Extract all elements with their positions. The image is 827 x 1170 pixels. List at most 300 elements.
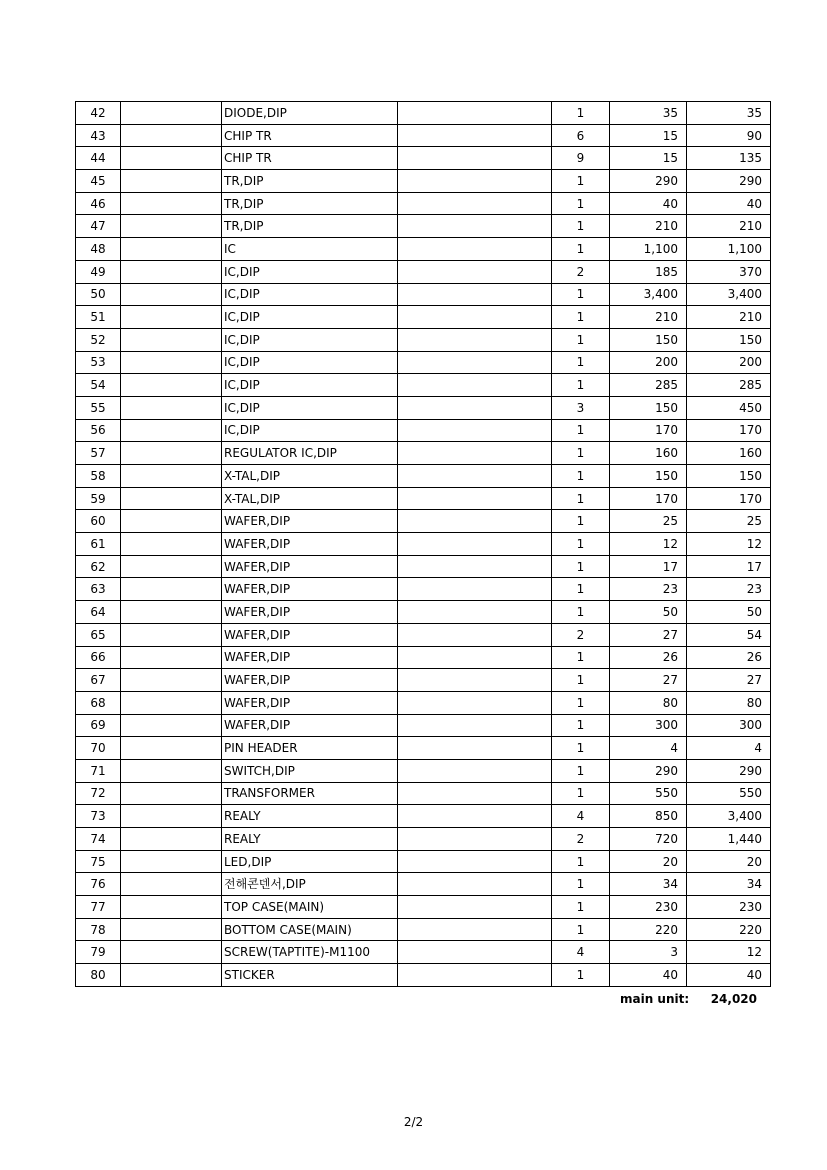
part-spec-cell [398,102,552,125]
table-row [76,215,771,238]
item-number-cell: 45 [76,170,121,193]
item-number-cell: 43 [76,124,121,147]
unit-price-cell: 80 [610,691,687,714]
quantity-cell: 1 [552,215,610,238]
quantity-cell: 2 [552,623,610,646]
part-name-cell: DIODE,DIP [222,102,398,125]
amount-cell: 290 [687,170,771,193]
part-code-cell [121,465,222,488]
item-number-cell: 73 [76,805,121,828]
amount-cell: 210 [687,306,771,329]
quantity-cell: 1 [552,419,610,442]
part-spec-cell [398,805,552,828]
unit-price-cell: 550 [610,782,687,805]
table-row [76,896,771,919]
part-spec-cell [398,215,552,238]
quantity-cell: 1 [552,351,610,374]
quantity-cell: 4 [552,805,610,828]
part-name-cell: WAFER,DIP [222,646,398,669]
part-code-cell [121,964,222,987]
amount-cell: 550 [687,782,771,805]
quantity-cell: 1 [552,714,610,737]
amount-cell: 210 [687,215,771,238]
unit-price-cell: 290 [610,170,687,193]
unit-price-cell: 850 [610,805,687,828]
part-spec-cell [398,737,552,760]
table-row [76,623,771,646]
part-name-cell: CHIP TR [222,124,398,147]
quantity-cell: 2 [552,260,610,283]
amount-cell: 3,400 [687,283,771,306]
quantity-cell: 1 [552,646,610,669]
amount-cell: 12 [687,533,771,556]
part-code-cell [121,328,222,351]
unit-price-cell: 285 [610,374,687,397]
part-spec-cell [398,850,552,873]
unit-price-cell: 1,100 [610,238,687,261]
quantity-cell: 1 [552,669,610,692]
part-code-cell [121,283,222,306]
table-row [76,578,771,601]
quantity-cell: 1 [552,850,610,873]
amount-cell: 150 [687,328,771,351]
part-name-cell: TOP CASE(MAIN) [222,896,398,919]
table-row [76,964,771,987]
item-number-cell: 53 [76,351,121,374]
part-code-cell [121,918,222,941]
part-spec-cell [398,555,552,578]
part-code-cell [121,306,222,329]
part-code-cell [121,419,222,442]
part-spec-cell [398,873,552,896]
part-spec-cell [398,238,552,261]
part-code-cell [121,850,222,873]
table-row [76,941,771,964]
quantity-cell: 6 [552,124,610,147]
amount-cell: 285 [687,374,771,397]
quantity-cell: 1 [552,759,610,782]
item-number-cell: 48 [76,238,121,261]
item-number-cell: 65 [76,623,121,646]
amount-cell: 1,100 [687,238,771,261]
part-spec-cell [398,941,552,964]
unit-price-cell: 720 [610,828,687,851]
part-spec-cell [398,714,552,737]
item-number-cell: 59 [76,487,121,510]
unit-price-cell: 15 [610,147,687,170]
amount-cell: 40 [687,964,771,987]
amount-cell: 54 [687,623,771,646]
part-name-cell: WAFER,DIP [222,555,398,578]
unit-price-cell: 35 [610,102,687,125]
amount-cell: 220 [687,918,771,941]
quantity-cell: 1 [552,873,610,896]
amount-cell: 17 [687,555,771,578]
unit-price-cell: 40 [610,192,687,215]
part-code-cell [121,170,222,193]
table-row [76,306,771,329]
quantity-cell: 1 [552,896,610,919]
amount-cell: 1,440 [687,828,771,851]
item-number-cell: 46 [76,192,121,215]
amount-cell: 20 [687,850,771,873]
amount-cell: 150 [687,465,771,488]
page-number: 2/2 [403,1115,424,1129]
item-number-cell: 78 [76,918,121,941]
unit-price-cell: 26 [610,646,687,669]
part-spec-cell [398,396,552,419]
part-code-cell [121,805,222,828]
part-spec-cell [398,896,552,919]
quantity-cell: 1 [552,374,610,397]
item-number-cell: 70 [76,737,121,760]
part-code-cell [121,669,222,692]
part-spec-cell [398,283,552,306]
part-spec-cell [398,442,552,465]
part-name-cell: TR,DIP [222,215,398,238]
amount-cell: 90 [687,124,771,147]
unit-price-cell: 290 [610,759,687,782]
unit-price-cell: 160 [610,442,687,465]
part-name-cell: IC,DIP [222,283,398,306]
unit-price-cell: 300 [610,714,687,737]
table-row [76,918,771,941]
quantity-cell: 1 [552,442,610,465]
part-name-cell: WAFER,DIP [222,601,398,624]
table-row [76,601,771,624]
part-spec-cell [398,646,552,669]
item-number-cell: 47 [76,215,121,238]
part-code-cell [121,510,222,533]
amount-cell: 450 [687,396,771,419]
unit-price-cell: 170 [610,419,687,442]
amount-cell: 230 [687,896,771,919]
table-row [76,533,771,556]
part-code-cell [121,351,222,374]
part-spec-cell [398,510,552,533]
part-name-cell: TR,DIP [222,192,398,215]
unit-price-cell: 150 [610,465,687,488]
unit-price-cell: 200 [610,351,687,374]
amount-cell: 40 [687,192,771,215]
item-number-cell: 42 [76,102,121,125]
amount-cell: 27 [687,669,771,692]
part-code-cell [121,396,222,419]
part-name-cell: TRANSFORMER [222,782,398,805]
part-spec-cell [398,260,552,283]
amount-cell: 300 [687,714,771,737]
unit-price-cell: 230 [610,896,687,919]
part-name-cell: WAFER,DIP [222,510,398,533]
part-code-cell [121,714,222,737]
item-number-cell: 64 [76,601,121,624]
item-number-cell: 55 [76,396,121,419]
item-number-cell: 49 [76,260,121,283]
quantity-cell: 3 [552,396,610,419]
part-name-cell: SWITCH,DIP [222,759,398,782]
part-spec-cell [398,782,552,805]
item-number-cell: 77 [76,896,121,919]
table-row [76,487,771,510]
table-row [76,873,771,896]
amount-cell: 25 [687,510,771,533]
quantity-cell: 1 [552,782,610,805]
unit-price-cell: 23 [610,578,687,601]
table-row [76,510,771,533]
part-name-cell: SCREW(TAPTITE)-M1100 [222,941,398,964]
table-row [76,737,771,760]
part-code-cell [121,374,222,397]
part-code-cell [121,487,222,510]
unit-price-cell: 220 [610,918,687,941]
total-label: main unit: [620,992,690,1006]
quantity-cell: 1 [552,578,610,601]
part-code-cell [121,601,222,624]
table-row [76,759,771,782]
part-spec-cell [398,487,552,510]
amount-cell: 3,400 [687,805,771,828]
table-row [76,805,771,828]
amount-cell: 50 [687,601,771,624]
quantity-cell: 1 [552,737,610,760]
part-name-cell: PIN HEADER [222,737,398,760]
item-number-cell: 71 [76,759,121,782]
parts-table-body [76,102,771,987]
part-spec-cell [398,623,552,646]
quantity-cell: 9 [552,147,610,170]
quantity-cell: 1 [552,283,610,306]
amount-cell: 290 [687,759,771,782]
unit-price-cell: 210 [610,306,687,329]
amount-cell: 80 [687,691,771,714]
table-row [76,419,771,442]
unit-price-cell: 40 [610,964,687,987]
part-name-cell: X-TAL,DIP [222,487,398,510]
part-code-cell [121,260,222,283]
total-value: 24,020 [710,992,757,1006]
item-number-cell: 56 [76,419,121,442]
part-code-cell [121,873,222,896]
unit-price-cell: 185 [610,260,687,283]
part-code-cell [121,896,222,919]
part-name-cell: WAFER,DIP [222,669,398,692]
quantity-cell: 1 [552,691,610,714]
part-spec-cell [398,419,552,442]
quantity-cell: 1 [552,170,610,193]
part-spec-cell [398,351,552,374]
part-spec-cell [398,192,552,215]
part-name-cell: REALY [222,828,398,851]
part-name-cell: IC,DIP [222,374,398,397]
item-number-cell: 76 [76,873,121,896]
quantity-cell: 1 [552,918,610,941]
table-row [76,691,771,714]
quantity-cell: 1 [552,306,610,329]
amount-cell: 26 [687,646,771,669]
unit-price-cell: 170 [610,487,687,510]
item-number-cell: 79 [76,941,121,964]
part-name-cell: TR,DIP [222,170,398,193]
amount-cell: 160 [687,442,771,465]
quantity-cell: 1 [552,533,610,556]
table-row [76,646,771,669]
item-number-cell: 67 [76,669,121,692]
part-code-cell [121,828,222,851]
amount-cell: 170 [687,419,771,442]
amount-cell: 135 [687,147,771,170]
part-name-cell: IC,DIP [222,306,398,329]
part-spec-cell [398,759,552,782]
unit-price-cell: 3 [610,941,687,964]
part-name-cell: REGULATOR IC,DIP [222,442,398,465]
part-name-cell: LED,DIP [222,850,398,873]
item-number-cell: 50 [76,283,121,306]
item-number-cell: 62 [76,555,121,578]
item-number-cell: 44 [76,147,121,170]
unit-price-cell: 210 [610,215,687,238]
part-name-cell: IC,DIP [222,396,398,419]
item-number-cell: 75 [76,850,121,873]
item-number-cell: 80 [76,964,121,987]
table-row [76,260,771,283]
table-row [76,850,771,873]
item-number-cell: 72 [76,782,121,805]
part-code-cell [121,578,222,601]
item-number-cell: 63 [76,578,121,601]
table-row [76,283,771,306]
table-row [76,238,771,261]
table-row [76,782,771,805]
part-spec-cell [398,964,552,987]
table-row [76,828,771,851]
part-name-cell: X-TAL,DIP [222,465,398,488]
part-spec-cell [398,124,552,147]
table-row [76,374,771,397]
part-code-cell [121,124,222,147]
part-code-cell [121,192,222,215]
item-number-cell: 68 [76,691,121,714]
item-number-cell: 54 [76,374,121,397]
part-name-cell: IC [222,238,398,261]
quantity-cell: 1 [552,465,610,488]
table-row [76,465,771,488]
unit-price-cell: 20 [610,850,687,873]
item-number-cell: 61 [76,533,121,556]
part-name-cell: IC,DIP [222,351,398,374]
table-row [76,714,771,737]
part-name-cell: WAFER,DIP [222,714,398,737]
quantity-cell: 1 [552,555,610,578]
quantity-cell: 1 [552,328,610,351]
table-row [76,351,771,374]
item-number-cell: 69 [76,714,121,737]
part-code-cell [121,555,222,578]
part-name-cell: IC,DIP [222,419,398,442]
part-code-cell [121,646,222,669]
item-number-cell: 51 [76,306,121,329]
unit-price-cell: 3,400 [610,283,687,306]
part-code-cell [121,941,222,964]
table-row [76,170,771,193]
part-code-cell [121,759,222,782]
part-name-cell: 전해콘덴서,DIP [222,873,398,896]
item-number-cell: 52 [76,328,121,351]
table-row [76,328,771,351]
unit-price-cell: 17 [610,555,687,578]
part-name-cell: WAFER,DIP [222,578,398,601]
part-name-cell: REALY [222,805,398,828]
part-code-cell [121,102,222,125]
table-row [76,669,771,692]
item-number-cell: 66 [76,646,121,669]
part-code-cell [121,737,222,760]
part-spec-cell [398,374,552,397]
part-spec-cell [398,306,552,329]
item-number-cell: 58 [76,465,121,488]
table-row [76,442,771,465]
part-name-cell: STICKER [222,964,398,987]
part-name-cell: IC,DIP [222,260,398,283]
amount-cell: 370 [687,260,771,283]
part-spec-cell [398,918,552,941]
quantity-cell: 1 [552,601,610,624]
part-name-cell: BOTTOM CASE(MAIN) [222,918,398,941]
quantity-cell: 1 [552,487,610,510]
amount-cell: 23 [687,578,771,601]
part-code-cell [121,691,222,714]
unit-price-cell: 4 [610,737,687,760]
part-name-cell: WAFER,DIP [222,533,398,556]
amount-cell: 34 [687,873,771,896]
part-code-cell [121,147,222,170]
part-name-cell: IC,DIP [222,328,398,351]
amount-cell: 35 [687,102,771,125]
quantity-cell: 2 [552,828,610,851]
quantity-cell: 1 [552,510,610,533]
part-spec-cell [398,170,552,193]
table-row [76,396,771,419]
amount-cell: 170 [687,487,771,510]
amount-cell: 4 [687,737,771,760]
unit-price-cell: 27 [610,669,687,692]
part-spec-cell [398,328,552,351]
part-code-cell [121,782,222,805]
part-code-cell [121,238,222,261]
part-spec-cell [398,465,552,488]
item-number-cell: 74 [76,828,121,851]
unit-price-cell: 15 [610,124,687,147]
quantity-cell: 1 [552,964,610,987]
part-code-cell [121,215,222,238]
part-name-cell: CHIP TR [222,147,398,170]
unit-price-cell: 27 [610,623,687,646]
quantity-cell: 4 [552,941,610,964]
quantity-cell: 1 [552,238,610,261]
part-code-cell [121,533,222,556]
amount-cell: 12 [687,941,771,964]
quantity-cell: 1 [552,192,610,215]
unit-price-cell: 12 [610,533,687,556]
part-spec-cell [398,578,552,601]
table-row [76,147,771,170]
part-code-cell [121,442,222,465]
item-number-cell: 57 [76,442,121,465]
unit-price-cell: 50 [610,601,687,624]
part-name-cell: WAFER,DIP [222,623,398,646]
table-row [76,124,771,147]
part-spec-cell [398,147,552,170]
table-row [76,555,771,578]
